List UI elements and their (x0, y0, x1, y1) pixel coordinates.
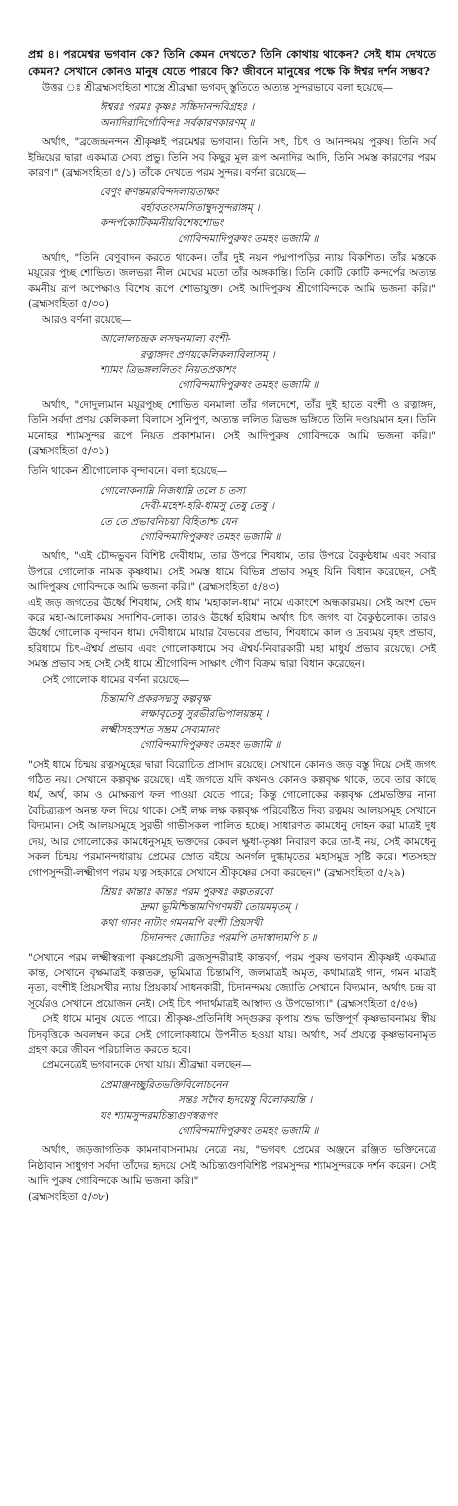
verse-line: ঈশ্বরঃ পরমঃ কৃষ্ণঃ সচ্চিদানন্দবিগ্রহঃ । (100, 101, 255, 114)
verse-line: আলোলচন্দ্রক লসদ্বনমাল্য বংশী- (100, 333, 231, 346)
verse-line: গোবিন্দমাদিপুরুষং তমহং ভজামি ॥ (178, 379, 319, 392)
verse-line: দেবী-মহেশ-হরি-ধামসু তেষু তেষু । (140, 500, 275, 513)
verse-block-1 (28, 100, 436, 131)
verse-line: তে তে প্রভাবনিচয়া বিহিতাশ্চ যেন (100, 515, 237, 528)
verse-line: শ্রিয়ঃ কান্তাঃ কান্তঃ পরম পুরুষঃ কল্পতরবো (100, 885, 273, 898)
verse-line: লক্ষ্মীসহস্রশত সম্ভ্রম সেব্যমানং (100, 723, 219, 736)
body-paragraph: এই জড় জগতের ঊর্ধ্বে শিবধাম, সেই ধাম 'মহাকাল-ধাম' নামে একাংশে অন্ধকারময়। সেই অংশ ভেদ করে মহা-আলোকময় সদাশিব-লোক। তারও ঊর্ধ্বে হরিধাম অর্থাৎ চিৎ জগৎ বা বৈকুণ্ঠলোক। তারও ঊর্ধ্বে গোলোক বৃন্দাবন ধাম। দেবীধামে মায়ার বৈভবের প্রভাব, শিবধামে কাল ও দ্রব্যময় বৃহৎ প্রভাব, হরিধামে চিৎ-ঐশ্বর্য প্রভাব এবং গোলোকধামে সব ঐশ্বর্য-নিবারকারী মহা মাধুর্য প্রভাব রয়েছে। সেই সমস্ত প্রভাব সহ সেই সেই ধামে শ্রীগোবিন্দ সাক্ষাৎ গৌণ বিক্রম দ্বারা বিধান করেছেন। (28, 596, 436, 671)
translation-paragraph: অর্থাৎ, জড়জাগতিক কামনাবাসনাময় নেত্রে নয়, "ভগবৎ প্রেমের অঞ্জনে রঞ্জিত ভক্তিনেত্রে নিষ্ঠাবান সাধুগণ সর্বদা তাঁদের হৃদয়ে সেই অচিন্ত্যগুণবিশিষ্ট পরমসুন্দর শ্যামসুন্দরকে দর্শন করেন। সেই আদি পুরুষ গোবিন্দকে আমি ভজনা করি।" (28, 1144, 436, 1188)
question-heading: প্রশ্ন ৪। পরমেশ্বর ভগবান কে? তিনি কেমন দেখতে? তিনি কোথায় থাকেন? সেই ধাম দেখতে কেমন? সেখানে কোনও মানুষ যেতে পারবে কি? জীবনে মানুষের পক্ষে কি ঈশ্বর দর্শন সম্ভব? (28, 47, 436, 78)
verse-block-5 (28, 692, 436, 754)
verse-block-6 (28, 885, 436, 947)
verse-line: গোবিন্দমাদিপুরুষং তমহং ভজামি ॥ (140, 530, 281, 543)
verse-line: প্রেমাঞ্জনচ্ছুরিতভক্তিবিলোচনেন (100, 1078, 228, 1091)
answer-intro: উত্তর ঃ শ্রীব্রহ্মসংহিতা শাস্ত্রে শ্রীব্রহ্মা ভগবদ্ স্তুতিতে অত্যন্ত সুন্দরভাবে বলা হয়েছে— (42, 82, 394, 94)
intro-line: প্রেমনেত্রেই ভগবানকে দেখা যায়। শ্রীব্রহ্মা বলছেন— (42, 1059, 252, 1072)
verse-line: দ্রুমা ভূমিশ্চিন্তামণিগণময়ী তোয়মমৃতম্ । (140, 901, 298, 914)
verse-line: কন্দর্পকোটিকমনীয়বিশেষশোভং (100, 217, 224, 230)
intro-line: আরও বর্ণনা রয়েছে— (42, 313, 132, 326)
verse-line: গোবিন্দমাদিপুরুষং তমহং ভজামি ॥ (178, 232, 319, 245)
translation-paragraph: অর্থাৎ, "দোদুল্যমান ময়ূরপুচ্ছ শোভিত বনমালা তাঁর গলদেশে, তাঁর দুই হাতে বংশী ও রত্নাঙ্গদ, তিনি সর্বদা প্রণয় কেলিকলা বিলাসে সুনিপুণ, অত্যন্ত ললিত ত্রিভঙ্গ ভঙ্গিতে তিনি দণ্ডায়মান হন। তিনি মনোহর শ্যামসুন্দর রূপে নিয়ত প্রকাশমান। সেই আদিপুরুষ গোবিন্দকে আমি ভজনা করি।" (ব্রহ্মসংহিতা ৫/৩১) (28, 398, 436, 457)
translation-paragraph: অর্থাৎ, "এই চৌদ্দভুবন বিশিষ্ট দেবীধাম, তার উপরে শিবধাম, তার উপরে বৈকুণ্ঠধাম এবং সবার উপরে গোলোক নামক কৃষ্ণধাম। সেই সমস্ত ধামে বিভিন্ন প্রভাব সমূহ যিনি বিধান করেছেন, সেই আদিপুরুষ গোবিন্দকে আমি ভজনা করি।" (ব্রহ্মসংহিতা ৫/৪৩) (28, 550, 436, 594)
verse-block-4 (28, 484, 436, 546)
translation-paragraph: অর্থাৎ, "ব্রজেন্দ্রনন্দন শ্রীকৃষ্ণই পরমেশ্বর ভগবান। তিনি সৎ, চিৎ ও আনন্দময় পুরুষ। তিনি সর্ব ইন্দ্রিয়ের দ্বারা একমাত্র সেব্য প্রভু। তিনি সব কিছুর মূল রূপ অনাদির আদি, তিনি সমস্ত কারণের পরম কারণ।" (ব্রহ্মসংহিতা ৫/১) তাঁকে দেখতে পরম সুন্দর। বর্ণনা রয়েছে— (28, 136, 436, 180)
verse-line: যং শ্যামসুন্দরমচিন্ত্যগুণস্বরূপং (100, 1109, 217, 1122)
verse-line: গোলোকনাম্নি নিজধাম্নি তলে চ তস্য (100, 484, 246, 497)
verse-line: লক্ষাবৃতেষু সুরভীরভিপালয়ন্তম্ । (140, 708, 269, 721)
verse-block-7 (28, 1078, 436, 1140)
verse-line: বর্হাবতংসমসিতাম্বুদসুন্দরাঙ্গম্ । (140, 201, 260, 214)
verse-line: গোবিন্দমাদিপুরুষং তমহং ভজামি ॥ (178, 1125, 319, 1137)
intro-line: তিনি থাকেন শ্রীগোলোক বৃন্দাবনে। বলা হয়েছে— (28, 465, 228, 478)
body-paragraph: সেই ধামে মানুষ যেতে পারে। শ্রীকৃষ্ণ-প্রতিনিধি সদ্গুরুর কৃপায় শুদ্ধ ভক্তিপূর্ণ কৃষ্ণভাবনাময় স্বীয় চিদবৃত্তিকে অবলম্বন করে সেই গোলোকধামে উপনীত হওয়া যায়। অর্থাৎ, সর্ব প্রযত্নে কৃষ্ণভাবনামৃত গ্রহণ করে জীবন পরিচালিত করতে হবে। (28, 1013, 436, 1056)
verse-line: বেণুং ক্বণন্তমরবিন্দদলায়তাক্ষং (100, 186, 219, 199)
verse-block-2 (28, 185, 436, 247)
translation-paragraph: "সেই ধামে চিন্ময় রত্নসমূহের দ্বারা বিরোচিত প্রাসাদ রয়েছে। সেখানে কোনও জড় বস্তু দিয়ে সেই জগৎ গঠিত নয়। সেখানে কল্পবৃক্ষ রয়েছে। এই জগতে যদি কখনও কোনও কল্পবৃক্ষ থাকে, তবে তার কাছে ধর্ম, অর্থ, কাম ও মোক্ষরূপ ফল পাওয়া যেতে পারে; কিন্তু গোলোকের কল্পবৃক্ষ প্রেমভক্তির নানা বৈচিত্র্যরূপ অনন্ত ফল দিয়ে থাকে। সেই লক্ষ লক্ষ কল্পবৃক্ষ পরিবেষ্টিত দিব্য রত্নময় আলয়সমূহ সেখানে বিদ্যমান। সেই আলয়সমূহে সুরভী গাভীসকল পালিত হচ্ছে। সাধারণত কামধেনু দোহন করা মাত্রই দুধ দেয়, আর গোলোকের কামধেনুসমূহ ভক্তদের কেবল ক্ষুধা-তৃষ্ণা নিবারণ করে তা-ই নয়, সেই কামধেনু সকল চিন্ময় পরমানন্দধারায় প্রেমের স্রোত বইয়ে অনর্গল দুগ্ধামৃতের মহাসমুদ্র সৃষ্টি করে। শতসহস্র গোপসুন্দরী-লক্ষ্মীগণ পরম যত্ন সহকারে সেখানে শ্রীকৃষ্ণের সেবা করছেন।" (ব্রহ্মসংহিতা ৫/২৯) (28, 758, 436, 879)
verse-line: চিদানন্দং জ্যোতিঃ পরমপি তদাস্বাদ্যমপি চ ॥ (140, 932, 317, 945)
translation-paragraph: অর্থাৎ, "তিনি বেণুবাদন করতে থাকেন। তাঁর দুই নয়ন পদ্মপাপড়ির ন্যায় বিকশিত। তাঁর মস্তকে ময়ূরের পুচ্ছ শোভিত। জলভরা নীল মেঘের মতো তাঁর অঙ্গকান্তি। তিনি কোটি কোটি কন্দর্পের অত্যন্ত কমনীয় রূপ অপেক্ষাও বিশেষ রূপে শোভাযুক্ত। সেই আদিপুরুষ শ্রীগোবিন্দকে আমি ভজনা করি।" (ব্রহ্মসংহিতা ৫/৩০) (28, 252, 436, 311)
verse-line: অনাদিরাদির্গোবিন্দঃ সর্বকারণকারণম্ ॥ (100, 116, 255, 129)
verse-line: চিন্তামণি প্রকরসদ্মসু কল্পবৃক্ষ (100, 693, 210, 706)
verse-line: সন্তঃ সদৈব হৃদয়েষু বিলোকয়ন্তি । (178, 1094, 313, 1107)
verse-line: রত্নাঙ্গদং প্রণয়কেলিকলাবিলাসম্ । (140, 348, 275, 361)
verse-line: কথা গানং নাট্যং গমনমপি বংশী প্রিয়সখী (100, 916, 263, 929)
verse-block-3 (28, 332, 436, 394)
verse-line: গোবিন্দমাদিপুরুষং তমহং ভজামি ॥ (140, 739, 281, 752)
translation-paragraph: "সেখানে পরম লক্ষ্মীস্বরূপা কৃষ্ণপ্রেয়সী ব্রজসুন্দরীরাই কান্তবর্গ, পরম পুরুষ ভগবান শ্রীকৃষ্ণই একমাত্র কান্ত, সেখানে বৃক্ষমাত্রই কল্পতরু, ভূমিমাত্র চিন্তামণি, জলমাত্রই অমৃত, কথামাত্রই গান, গমন মাত্রই নৃত্য, বংশীই প্রিয়সখীর ন্যায় প্রিয়কার্য সাধনকারী, চিদানন্দময় জ্যোতি সেখানে বিদ্যমান, অর্থাৎ চন্দ্র বা সূর্যেরও সেখানে প্রয়োজন নেই। সেই চিৎ পদার্থমাত্রই আস্বাদ্য ও উপভোগ্য।" (ব্রহ্মসংহিতা ৫/৫৬) (28, 951, 436, 1010)
intro-line: সেই গোলোক ধামের বর্ণনা রয়েছে— (42, 673, 190, 686)
citation: (ব্রহ্মসংহিতা ৫/৩৮) (28, 1190, 109, 1203)
verse-line: শ্যামং ত্রিভঙ্গললিতং নিয়তপ্রকাশং (100, 363, 236, 376)
